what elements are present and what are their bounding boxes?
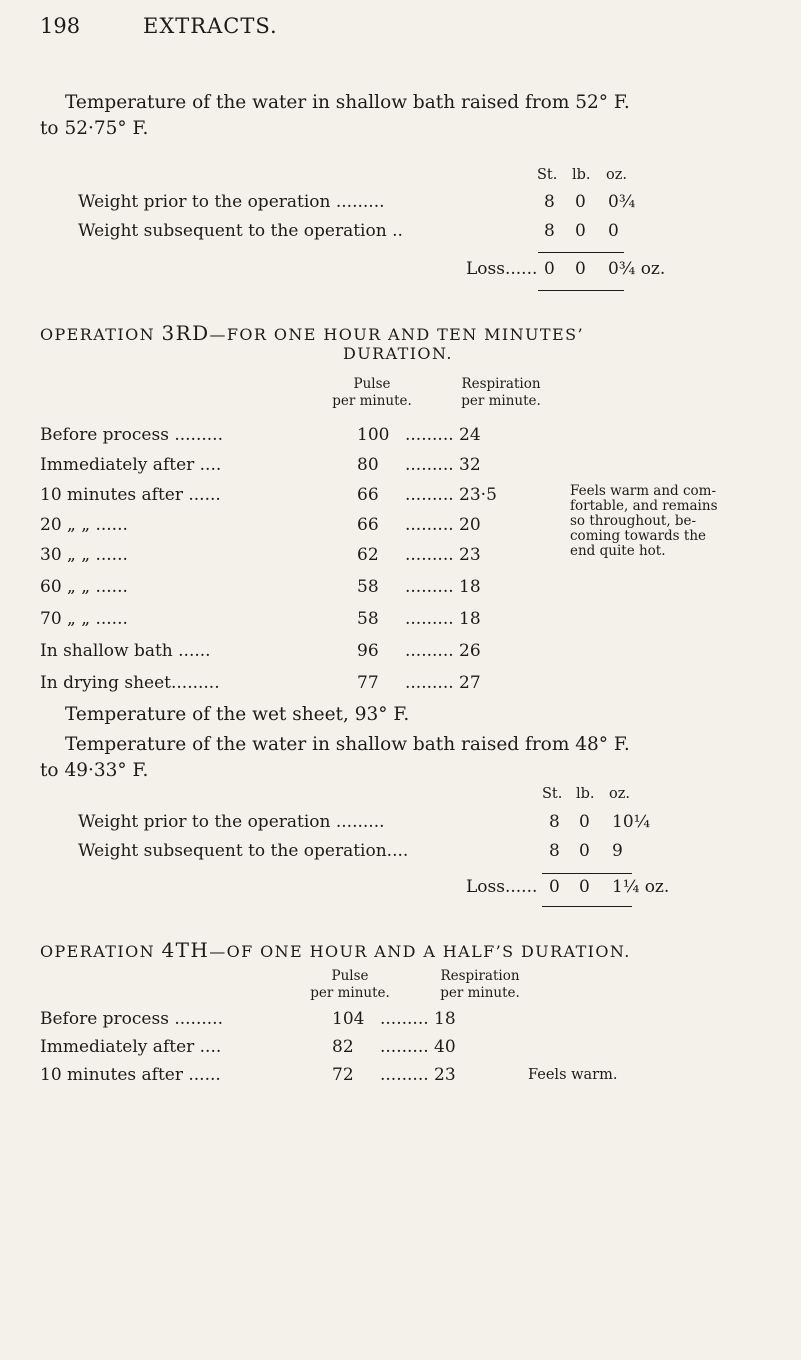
table-row: Before process ......... 100 ......... 24 (40, 425, 481, 445)
weight-row (78, 221, 678, 243)
operation-3-heading-cont: DURATION. (343, 344, 453, 363)
page-number: 198 (40, 14, 81, 38)
operation-3-heading: OPERATION 3RD—FOR ONE HOUR AND TEN MINUTES’ (40, 321, 584, 345)
unit-st: St. (542, 786, 563, 802)
table-row: 30 „ „ ...... 62 ......... 23 (40, 545, 481, 565)
weight-st: 8 (544, 221, 555, 241)
table-row: 10 minutes after ...... 66 ......... 23·5 (40, 485, 497, 505)
loss-label: Loss...... (466, 259, 538, 279)
column-header-respiration: Respiration per minute. (440, 968, 520, 1001)
column-header-pulse: Pulse per minute. (332, 376, 412, 409)
weight-label: Weight prior to the operation ......... (78, 192, 385, 212)
table-row: 60 „ „ ...... 58 ......... 18 (40, 577, 481, 597)
sum-rule (538, 252, 624, 253)
table-row: In drying sheet......... 77 ......... 27 (40, 673, 481, 693)
running-title: EXTRACTS. (143, 14, 278, 38)
loss-oz: 0¾ oz. (608, 259, 666, 279)
weight-lb: 0 (575, 192, 586, 212)
table-row: Before process ......... 104 ......... 18 (40, 1009, 456, 1029)
unit-oz: oz. (609, 786, 630, 802)
loss-row (466, 259, 706, 281)
column-header-respiration: Respiration per minute. (461, 376, 541, 409)
weight-st: 8 (544, 192, 555, 212)
unit-lb: lb. (576, 786, 595, 802)
weight-oz: 0¾ (608, 192, 636, 212)
temp-line-2: to 49·33° F. (40, 760, 149, 781)
table-row: 20 „ „ ...... 66 ......... 20 (40, 515, 481, 535)
loss-lb: 0 (575, 259, 586, 279)
table-row: Immediately after .... 82 ......... 40 (40, 1037, 456, 1057)
weight-oz: 0 (608, 221, 619, 241)
unit-oz: oz. (606, 167, 627, 183)
weight-row: Weight subsequent to the operation.... 8 0 9 (78, 841, 623, 861)
temp-line-2: to 52·75° F. (40, 118, 149, 139)
observation-note: Feels warm. (528, 1067, 618, 1083)
loss-row: Loss...... 0 0 1¼ oz. (466, 877, 670, 897)
weight-row: Weight prior to the operation ......... 8 0 10¼ (78, 812, 651, 832)
sum-rule (542, 873, 632, 874)
sum-rule (542, 906, 632, 907)
table-row: In shallow bath ...... 96 ......... 26 (40, 641, 481, 661)
weight-label: Weight subsequent to the operation .. (78, 221, 403, 241)
table-row: 10 minutes after ...... 72 ......... 23 (40, 1065, 456, 1085)
weight-row (78, 192, 678, 214)
operation-4-heading: OPERATION 4TH—OF ONE HOUR AND A HALF’S DURATION. (40, 938, 631, 962)
temp-line-1: Temperature of the water in shallow bath raised from 52° F. (65, 92, 630, 113)
table-row: Immediately after .... 80 ......... 32 (40, 455, 481, 475)
temp-line-1: Temperature of the water in shallow bath raised from 48° F. (65, 734, 630, 755)
unit-lb: lb. (572, 167, 591, 183)
loss-st: 0 (544, 259, 555, 279)
column-header-pulse: Pulse per minute. (310, 968, 390, 1001)
weight-lb: 0 (575, 221, 586, 241)
sum-rule (538, 290, 624, 291)
observation-note: Feels warm and com- fortable, and remains so throughout, be- coming towards the end quite hot. (570, 483, 718, 559)
table-row: 70 „ „ ...... 58 ......... 18 (40, 609, 481, 629)
unit-st: St. (537, 167, 558, 183)
wet-sheet-temp: Temperature of the wet sheet, 93° F. (65, 704, 410, 725)
